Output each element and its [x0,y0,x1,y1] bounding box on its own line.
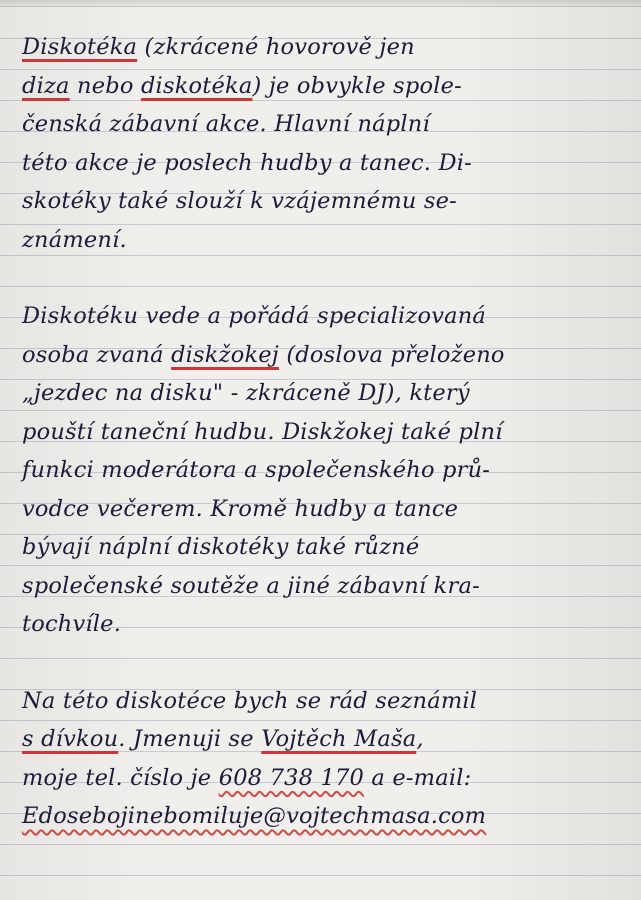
p3-line-2-end: , [416,726,424,752]
p2-line-8: společenské soutěže a jiné zábavní kra- [22,572,480,599]
p1-line-6: známení. [22,226,127,253]
p1-line-2-mid: nebo [77,72,134,99]
p1-line-2-rest: ) je obvykle spole- [252,72,462,99]
p1-line-5: skotéky také slouží k vzájemnému se- [22,188,457,214]
term-diskoteka: Diskotéka [22,34,138,60]
p2-line-4: pouští taneční hudbu. Diskžokej také plní [22,418,503,445]
p2-line-9: tochvíle. [22,611,122,637]
term-diskzokej: diskžokej [171,341,279,368]
p3-line-2-mid: . Jmenuji se [118,726,254,752]
handwritten-text [22,28,622,836]
p2-line-1: Diskotéku vede a pořádá specializovaná [22,303,487,329]
term-diskoteka-2: diskotéka [140,72,253,99]
p3-line-2 [22,720,622,759]
paragraph-gap-2 [22,644,622,682]
author-name: Vojtěch Maša [261,726,417,752]
p2-line-5: funkci moderátora a společenského prů- [22,457,491,483]
p1-line-4: této akce je poslech hudby a tanec. Di- [22,149,472,176]
p1-line-1 [22,28,622,67]
p1-line-2 [22,67,622,106]
p1-line-3: čenská zábavní akce. Hlavní náplní [22,111,430,137]
phone-number: 608 738 170 [218,764,365,791]
p3-line-3-rest: a e-mail: [371,764,472,791]
term-s-divkou: s dívkou [22,726,119,752]
p2-line-7: bývají náplní diskotéky také různé [22,534,420,560]
term-diza: diza [22,72,70,99]
p2-line-2-pre: osoba zvaná [22,341,164,368]
p3-line-1: Na této diskotéce bych se rád seznámil [22,687,478,714]
p3-line-4 [22,797,622,836]
p2-line-6: vodce večerem. Kromě hudby a tance [22,495,459,522]
p3-line-3-pre: moje tel. číslo je [22,764,212,791]
paragraph-gap [22,259,622,297]
p1-line-1-rest: (zkrácené hovorově jen [144,34,415,60]
p2-line-2-rest: (doslova přeloženo [286,341,505,368]
p2-line-2 [22,336,622,375]
p3-line-3 [22,759,622,798]
p2-line-3: „jezdec na disku" - zkráceně DJ), který [22,380,470,406]
email-address: Edosebojinebomilujе@vojtechmasa.com [22,803,487,829]
page-top-shadow [0,0,641,8]
